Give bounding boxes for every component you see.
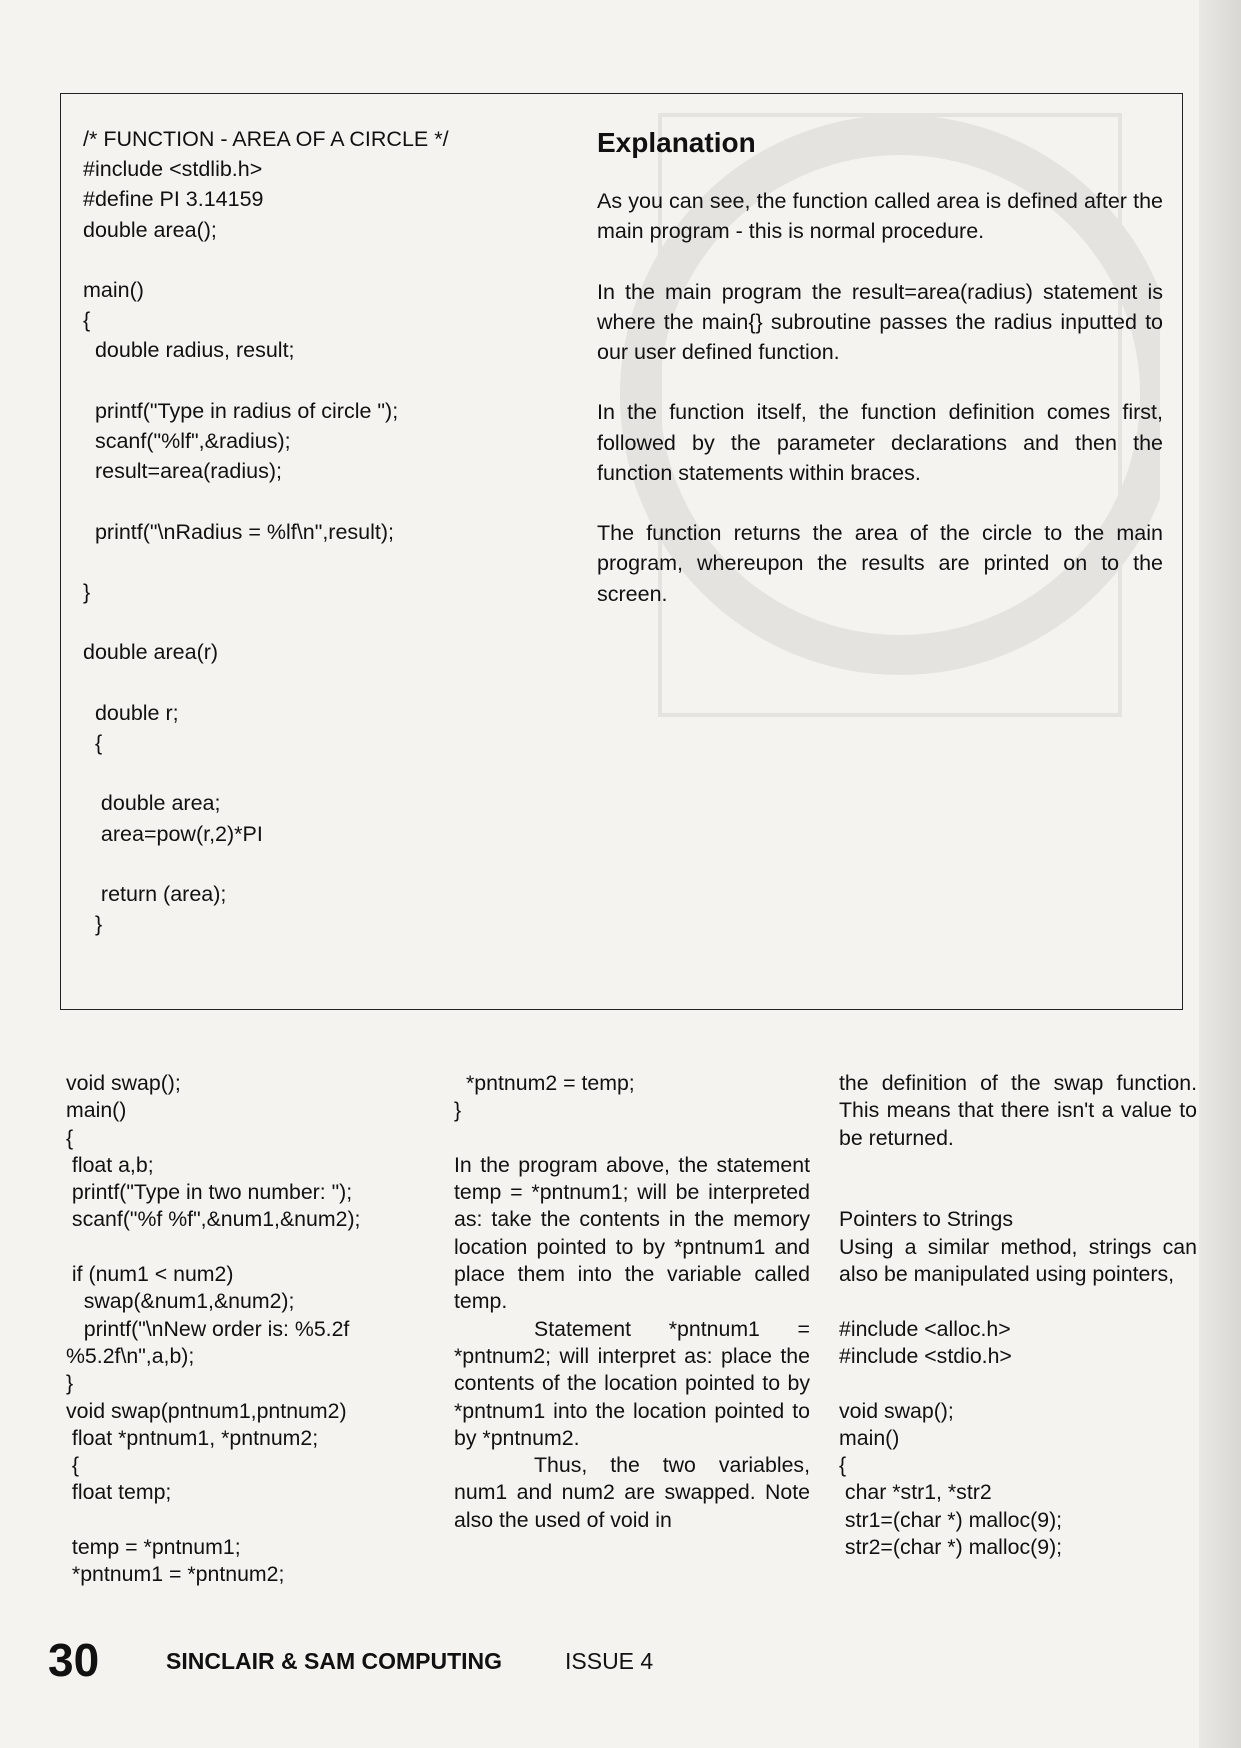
area-function-code: /* FUNCTION - AREA OF A CIRCLE */ #include <stdlib.h> #define PI 3.14159 double area(); main() { double radius, result; printf("Type in radius of circle "); scanf("%lf",&radius); result=area(radius); printf("\nRadius = %lf\n",result); } double area(r) double r; { double area; area=pow(r,2)*PI return (area); } [83,127,449,937]
section-heading: Pointers to Strings [839,1207,1014,1232]
code-line: float a,b; [66,1152,154,1177]
code-line: if (num1 < num2) [66,1262,234,1287]
code-line: #include <stdio.h> [839,1343,1012,1368]
code-line: float *pntnum1, *pntnum2; [66,1425,319,1450]
code-line: scanf("%f %f",&num1,&num2); [66,1207,361,1232]
explanation-paragraph: In the function itself, the function definition comes first, followed by the parameter declarations and then the function statements within braces. [597,400,1163,485]
code-line: float temp; [66,1480,172,1505]
code-line: void swap(pntnum1,pntnum2) [66,1398,347,1423]
void-paragraph: the definition of the swap function. This means that there isn't a value to be returned. [839,1071,1197,1150]
code-line: } [66,1371,74,1396]
pointers-to-strings-column [839,1070,1197,1561]
code-line [839,1370,1197,1397]
magazine-title: SINCLAIR & SAM COMPUTING [166,1648,503,1674]
code-line: *pntnum1 = *pntnum2; [66,1562,285,1587]
code-line: %5.2f\n",a,b); [66,1343,195,1368]
code-line: temp = *pntnum1; [66,1535,241,1560]
explanation-text [597,186,1163,639]
code-line: #include <alloc.h> [839,1316,1011,1341]
strings-paragraph: Using a similar method, strings can also be manipulated using pointers, [839,1234,1197,1287]
explanation-heading: Explanation [597,127,756,158]
code-line: { [839,1453,847,1478]
code-line: main() [839,1425,900,1450]
code-line: main() [66,1098,127,1123]
function-example-box [60,93,1183,1010]
code-line: printf("\nNew order is: %5.2f [66,1316,350,1341]
swap-paragraph: Thus, the two variables, num1 and num2 are swapped. Note also the used of void in [454,1453,810,1532]
issue-label: ISSUE 4 [565,1648,654,1674]
code-line: { [66,1125,74,1150]
code-line [66,1234,426,1261]
code-line: str1=(char *) malloc(9); [839,1507,1063,1532]
code-line: void swap(); [66,1071,181,1095]
swap-explanation-column [454,1070,810,1534]
swap-paragraph: In the program above, the statement temp = *pntnum1; will be interpreted as: take the contents in the memory location pointed to by *pntnum1 and place them into the variable called temp. [454,1152,810,1314]
explanation-paragraph: In the main program the result=area(radius) statement is where the main{} subroutine passes the radius inputted to our user defined function. [597,279,1163,364]
code-line: { [66,1453,80,1478]
code-line: void swap(); [839,1398,954,1423]
code-line: *pntnum2 = temp; [466,1071,635,1095]
page-number: 30 [48,1634,100,1686]
code-line: } [454,1098,462,1123]
swap-program-column [66,1070,426,1589]
code-line: swap(&num1,&num2); [66,1289,295,1314]
scan-edge-shadow [1199,0,1241,1748]
code-line: char *str1, *str2 [839,1480,992,1505]
explanation-paragraph: The function returns the area of the circle to the main program, whereupon the results are printed on to the screen. [597,521,1163,606]
swap-paragraph: Statement *pntnum1 = *pntnum2; will interpret as: place the contents of the location pointed to by *pntnum1 into the location pointed to by *pntnum2. [454,1316,810,1450]
code-line [66,1507,426,1534]
explanation-paragraph: As you can see, the function called area is defined after the main program - this is normal procedure. [597,189,1163,244]
code-line: printf("Type in two number: "); [66,1180,353,1205]
code-line: str2=(char *) malloc(9); [839,1535,1063,1560]
